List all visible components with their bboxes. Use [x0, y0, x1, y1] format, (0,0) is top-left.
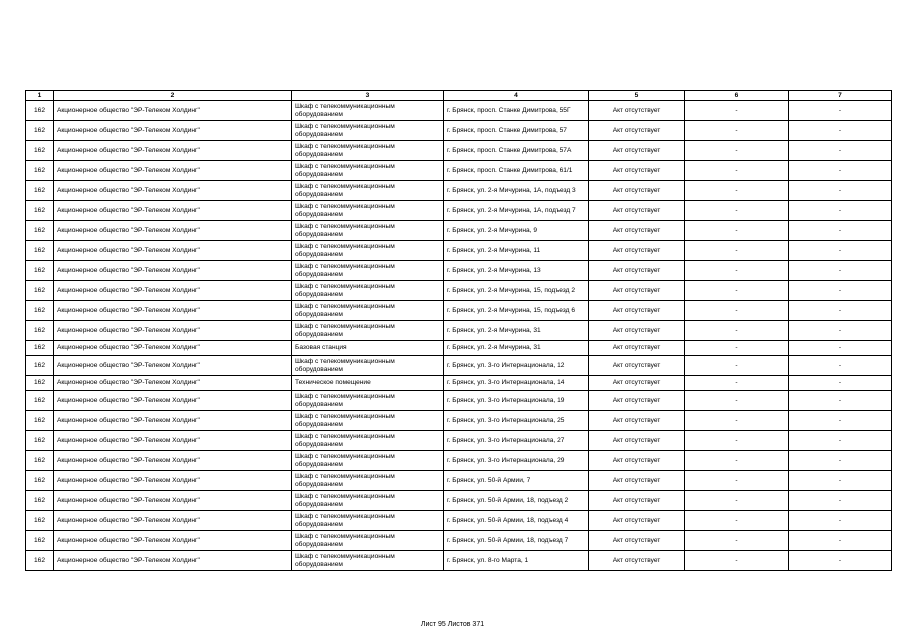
- address-cell: г. Брянск, ул. 3-го Интернационала, 12: [444, 356, 589, 376]
- row-number-cell: 162: [26, 451, 54, 471]
- table-row: [26, 531, 892, 551]
- column-header-7: 7: [789, 91, 892, 101]
- organization-cell: Акционерное общество "ЭР-Телеком Холдинг": [54, 431, 292, 451]
- row-number-cell: 162: [26, 221, 54, 241]
- organization-cell: Акционерное общество "ЭР-Телеком Холдинг": [54, 301, 292, 321]
- column-6-cell: -: [685, 321, 789, 341]
- row-number-cell: 162: [26, 376, 54, 391]
- column-6-cell: -: [685, 261, 789, 281]
- row-number-cell: 162: [26, 321, 54, 341]
- act-status-cell: Акт отсутствует: [589, 551, 685, 571]
- address-cell: г. Брянск, ул. 3-го Интернационала, 25: [444, 411, 589, 431]
- address-cell: г. Брянск, просп. Станке Димитрова, 61/1: [444, 161, 589, 181]
- column-6-cell: -: [685, 531, 789, 551]
- organization-cell: Акционерное общество "ЭР-Телеком Холдинг": [54, 491, 292, 511]
- column-6-cell: -: [685, 471, 789, 491]
- act-status-cell: Акт отсутствует: [589, 241, 685, 261]
- column-7-cell: -: [789, 511, 892, 531]
- organization-cell: Акционерное общество "ЭР-Телеком Холдинг": [54, 391, 292, 411]
- column-header-6: 6: [685, 91, 789, 101]
- address-cell: г. Брянск, ул. 2-я Мичурина, 1А, подъезд 7: [444, 201, 589, 221]
- address-cell: г. Брянск, ул. 3-го Интернационала, 14: [444, 376, 589, 391]
- table-body: [26, 101, 892, 571]
- row-number-cell: 162: [26, 281, 54, 301]
- column-7-cell: -: [789, 161, 892, 181]
- column-number-row: [26, 91, 892, 101]
- address-cell: г. Брянск, ул. 2-я Мичурина, 9: [444, 221, 589, 241]
- object-type-cell: Шкаф с телекоммуникационным оборудованием: [292, 261, 444, 281]
- column-7-cell: -: [789, 431, 892, 451]
- column-7-cell: -: [789, 551, 892, 571]
- act-status-cell: Акт отсутствует: [589, 221, 685, 241]
- sheet-counter: Лист 95 Листов 371: [420, 621, 485, 628]
- column-7-cell: -: [789, 241, 892, 261]
- object-type-cell: Шкаф с телекоммуникационным оборудованием: [292, 201, 444, 221]
- act-status-cell: Акт отсутствует: [589, 161, 685, 181]
- table-row: [26, 431, 892, 451]
- column-header-4: 4: [444, 91, 589, 101]
- object-type-cell: Шкаф с телекоммуникационным оборудованием: [292, 301, 444, 321]
- column-6-cell: -: [685, 551, 789, 571]
- column-6-cell: -: [685, 221, 789, 241]
- table-row: [26, 511, 892, 531]
- row-number-cell: 162: [26, 301, 54, 321]
- organization-cell: Акционерное общество "ЭР-Телеком Холдинг": [54, 551, 292, 571]
- address-cell: г. Брянск, ул. 2-я Мичурина, 31: [444, 321, 589, 341]
- table-row: [26, 551, 892, 571]
- table-row: [26, 491, 892, 511]
- column-header-2: 2: [54, 91, 292, 101]
- address-cell: г. Брянск, ул. 2-я Мичурина, 11: [444, 241, 589, 261]
- table-row: [26, 356, 892, 376]
- act-status-cell: Акт отсутствует: [589, 531, 685, 551]
- act-status-cell: Акт отсутствует: [589, 356, 685, 376]
- row-number-cell: 162: [26, 341, 54, 356]
- column-6-cell: -: [685, 201, 789, 221]
- column-6-cell: -: [685, 141, 789, 161]
- address-cell: г. Брянск, просп. Станке Димитрова, 57: [444, 121, 589, 141]
- table-row: [26, 471, 892, 491]
- column-6-cell: -: [685, 341, 789, 356]
- act-status-cell: Акт отсутствует: [589, 141, 685, 161]
- column-6-cell: -: [685, 281, 789, 301]
- row-number-cell: 162: [26, 101, 54, 121]
- organization-cell: Акционерное общество "ЭР-Телеком Холдинг": [54, 356, 292, 376]
- column-6-cell: -: [685, 411, 789, 431]
- object-type-cell: Шкаф с телекоммуникационным оборудованием: [292, 356, 444, 376]
- row-number-cell: 162: [26, 161, 54, 181]
- table-row: [26, 141, 892, 161]
- row-number-cell: 162: [26, 241, 54, 261]
- column-6-cell: -: [685, 181, 789, 201]
- column-7-cell: -: [789, 356, 892, 376]
- object-type-cell: Шкаф с телекоммуникационным оборудованием: [292, 391, 444, 411]
- address-cell: г. Брянск, ул. 50-й Армии, 18, подъезд 7: [444, 531, 589, 551]
- act-status-cell: Акт отсутствует: [589, 341, 685, 356]
- address-cell: г. Брянск, ул. 8-го Марта, 1: [444, 551, 589, 571]
- data-table: [25, 90, 892, 571]
- object-type-cell: Шкаф с телекоммуникационным оборудованием: [292, 101, 444, 121]
- organization-cell: Акционерное общество "ЭР-Телеком Холдинг": [54, 261, 292, 281]
- row-number-cell: 162: [26, 141, 54, 161]
- address-cell: г. Брянск, ул. 50-й Армии, 7: [444, 471, 589, 491]
- column-7-cell: -: [789, 141, 892, 161]
- column-6-cell: -: [685, 101, 789, 121]
- organization-cell: Акционерное общество "ЭР-Телеком Холдинг": [54, 221, 292, 241]
- act-status-cell: Акт отсутствует: [589, 121, 685, 141]
- table-row: [26, 221, 892, 241]
- column-6-cell: -: [685, 161, 789, 181]
- column-header-1: 1: [26, 91, 54, 101]
- object-type-cell: Шкаф с телекоммуникационным оборудованием: [292, 491, 444, 511]
- column-7-cell: -: [789, 281, 892, 301]
- table-row: [26, 201, 892, 221]
- column-7-cell: -: [789, 201, 892, 221]
- organization-cell: Акционерное общество "ЭР-Телеком Холдинг": [54, 141, 292, 161]
- object-type-cell: Шкаф с телекоммуникационным оборудованием: [292, 531, 444, 551]
- column-6-cell: -: [685, 301, 789, 321]
- table-row: [26, 161, 892, 181]
- object-type-cell: Базовая станция: [292, 341, 444, 356]
- column-7-cell: -: [789, 411, 892, 431]
- organization-cell: Акционерное общество "ЭР-Телеком Холдинг": [54, 101, 292, 121]
- column-7-cell: -: [789, 391, 892, 411]
- act-status-cell: Акт отсутствует: [589, 101, 685, 121]
- row-number-cell: 162: [26, 551, 54, 571]
- act-status-cell: Акт отсутствует: [589, 451, 685, 471]
- address-cell: г. Брянск, ул. 2-я Мичурина, 31: [444, 341, 589, 356]
- table-row: [26, 341, 892, 356]
- object-type-cell: Техническое помещение: [292, 376, 444, 391]
- object-type-cell: Шкаф с телекоммуникационным оборудованием: [292, 451, 444, 471]
- organization-cell: Акционерное общество "ЭР-Телеком Холдинг": [54, 376, 292, 391]
- object-type-cell: Шкаф с телекоммуникационным оборудованием: [292, 121, 444, 141]
- organization-cell: Акционерное общество "ЭР-Телеком Холдинг": [54, 341, 292, 356]
- column-6-cell: -: [685, 451, 789, 471]
- table-row: [26, 261, 892, 281]
- organization-cell: Акционерное общество "ЭР-Телеком Холдинг": [54, 411, 292, 431]
- address-cell: г. Брянск, ул. 2-я Мичурина, 1А, подъезд 3: [444, 181, 589, 201]
- act-status-cell: Акт отсутствует: [589, 181, 685, 201]
- organization-cell: Акционерное общество "ЭР-Телеком Холдинг": [54, 511, 292, 531]
- column-6-cell: -: [685, 376, 789, 391]
- address-cell: г. Брянск, ул. 3-го Интернационала, 19: [444, 391, 589, 411]
- address-cell: г. Брянск, просп. Станке Димитрова, 55Г: [444, 101, 589, 121]
- row-number-cell: 162: [26, 431, 54, 451]
- organization-cell: Акционерное общество "ЭР-Телеком Холдинг": [54, 201, 292, 221]
- column-7-cell: -: [789, 301, 892, 321]
- act-status-cell: Акт отсутствует: [589, 321, 685, 341]
- act-status-cell: Акт отсутствует: [589, 431, 685, 451]
- organization-cell: Акционерное общество "ЭР-Телеком Холдинг": [54, 161, 292, 181]
- column-7-cell: -: [789, 101, 892, 121]
- table-row: [26, 241, 892, 261]
- row-number-cell: 162: [26, 261, 54, 281]
- table-row: [26, 301, 892, 321]
- column-7-cell: -: [789, 491, 892, 511]
- row-number-cell: 162: [26, 511, 54, 531]
- row-number-cell: 162: [26, 471, 54, 491]
- object-type-cell: Шкаф с телекоммуникационным оборудованием: [292, 411, 444, 431]
- address-cell: г. Брянск, ул. 2-я Мичурина, 15, подъезд 6: [444, 301, 589, 321]
- table-row: [26, 451, 892, 471]
- act-status-cell: Акт отсутствует: [589, 491, 685, 511]
- object-type-cell: Шкаф с телекоммуникационным оборудованием: [292, 511, 444, 531]
- column-7-cell: -: [789, 221, 892, 241]
- row-number-cell: 162: [26, 201, 54, 221]
- object-type-cell: Шкаф с телекоммуникационным оборудованием: [292, 321, 444, 341]
- column-7-cell: -: [789, 531, 892, 551]
- object-type-cell: Шкаф с телекоммуникационным оборудованием: [292, 281, 444, 301]
- organization-cell: Акционерное общество "ЭР-Телеком Холдинг": [54, 241, 292, 261]
- column-header-3: 3: [292, 91, 444, 101]
- table-row: [26, 411, 892, 431]
- object-type-cell: Шкаф с телекоммуникационным оборудованием: [292, 551, 444, 571]
- organization-cell: Акционерное общество "ЭР-Телеком Холдинг": [54, 451, 292, 471]
- act-status-cell: Акт отсутствует: [589, 201, 685, 221]
- table-row: [26, 181, 892, 201]
- column-7-cell: -: [789, 451, 892, 471]
- act-status-cell: Акт отсутствует: [589, 301, 685, 321]
- organization-cell: Акционерное общество "ЭР-Телеком Холдинг": [54, 471, 292, 491]
- organization-cell: Акционерное общество "ЭР-Телеком Холдинг": [54, 281, 292, 301]
- object-type-cell: Шкаф с телекоммуникационным оборудованием: [292, 431, 444, 451]
- organization-cell: Акционерное общество "ЭР-Телеком Холдинг": [54, 121, 292, 141]
- column-7-cell: -: [789, 181, 892, 201]
- row-number-cell: 162: [26, 411, 54, 431]
- object-type-cell: Шкаф с телекоммуникационным оборудованием: [292, 221, 444, 241]
- row-number-cell: 162: [26, 181, 54, 201]
- column-header-5: 5: [589, 91, 685, 101]
- row-number-cell: 162: [26, 121, 54, 141]
- row-number-cell: 162: [26, 491, 54, 511]
- table-row: [26, 391, 892, 411]
- table-row: [26, 101, 892, 121]
- act-status-cell: Акт отсутствует: [589, 511, 685, 531]
- organization-cell: Акционерное общество "ЭР-Телеком Холдинг": [54, 531, 292, 551]
- act-status-cell: Акт отсутствует: [589, 411, 685, 431]
- column-6-cell: -: [685, 511, 789, 531]
- row-number-cell: 162: [26, 356, 54, 376]
- column-7-cell: -: [789, 261, 892, 281]
- column-7-cell: -: [789, 321, 892, 341]
- table-row: [26, 376, 892, 391]
- act-status-cell: Акт отсутствует: [589, 281, 685, 301]
- column-6-cell: -: [685, 491, 789, 511]
- column-7-cell: -: [789, 376, 892, 391]
- organization-cell: Акционерное общество "ЭР-Телеком Холдинг": [54, 181, 292, 201]
- column-7-cell: -: [789, 471, 892, 491]
- table-row: [26, 281, 892, 301]
- address-cell: г. Брянск, ул. 3-го Интернационала, 27: [444, 431, 589, 451]
- act-status-cell: Акт отсутствует: [589, 261, 685, 281]
- column-7-cell: -: [789, 121, 892, 141]
- column-7-cell: -: [789, 341, 892, 356]
- address-cell: г. Брянск, ул. 2-я Мичурина, 15, подъезд 2: [444, 281, 589, 301]
- object-type-cell: Шкаф с телекоммуникационным оборудованием: [292, 241, 444, 261]
- address-cell: г. Брянск, ул. 3-го Интернационала, 29: [444, 451, 589, 471]
- column-6-cell: -: [685, 121, 789, 141]
- row-number-cell: 162: [26, 531, 54, 551]
- object-type-cell: Шкаф с телекоммуникационным оборудованием: [292, 161, 444, 181]
- act-status-cell: Акт отсутствует: [589, 471, 685, 491]
- object-type-cell: Шкаф с телекоммуникационным оборудованием: [292, 471, 444, 491]
- column-6-cell: -: [685, 391, 789, 411]
- object-type-cell: Шкаф с телекоммуникационным оборудованием: [292, 141, 444, 161]
- table-row: [26, 321, 892, 341]
- column-6-cell: -: [685, 356, 789, 376]
- act-status-cell: Акт отсутствует: [589, 391, 685, 411]
- address-cell: г. Брянск, просп. Станке Димитрова, 57А: [444, 141, 589, 161]
- act-status-cell: Акт отсутствует: [589, 376, 685, 391]
- organization-cell: Акционерное общество "ЭР-Телеком Холдинг": [54, 321, 292, 341]
- address-cell: г. Брянск, ул. 50-й Армии, 18, подъезд 4: [444, 511, 589, 531]
- column-6-cell: -: [685, 241, 789, 261]
- address-cell: г. Брянск, ул. 50-й Армии, 18, подъезд 2: [444, 491, 589, 511]
- table-row: [26, 121, 892, 141]
- row-number-cell: 162: [26, 391, 54, 411]
- address-cell: г. Брянск, ул. 2-я Мичурина, 13: [444, 261, 589, 281]
- object-type-cell: Шкаф с телекоммуникационным оборудованием: [292, 181, 444, 201]
- column-6-cell: -: [685, 431, 789, 451]
